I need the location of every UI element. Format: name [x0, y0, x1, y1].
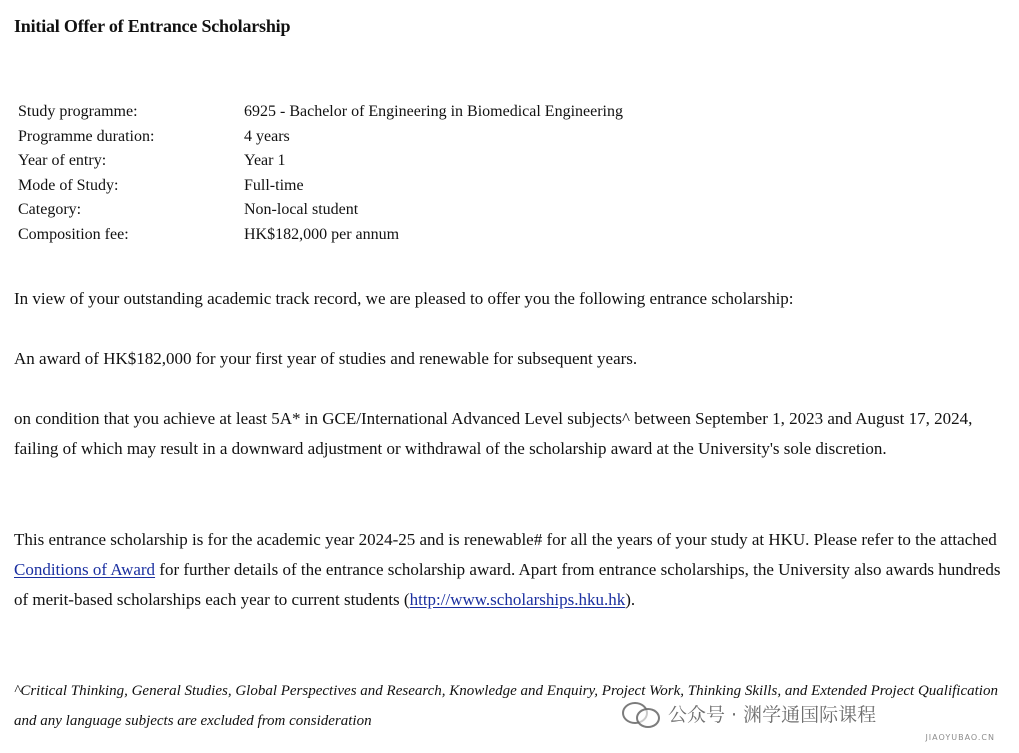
renewal-paragraph [14, 525, 1004, 615]
footnote: ^Critical Thinking, General Studies, Global Perspectives and Research, Knowledge and Enquiry, Project Work, Thinking Skills, and Extended Project Qualification and any language subjects are excluded from consideration [14, 683, 998, 729]
detail-value: 4 years [244, 127, 290, 145]
detail-label: Mode of Study: [18, 176, 119, 194]
watermark-text: 公众号 · 渊学通国际课程 [668, 703, 877, 726]
detail-row-duration [18, 125, 623, 150]
intro-paragraph: In view of your outstanding academic track record, we are pleased to offer you the following entrance scholarship: [14, 289, 794, 308]
detail-label: Programme duration: [18, 127, 155, 145]
detail-value: HK$182,000 per annum [244, 225, 400, 243]
detail-row-category [18, 198, 623, 223]
condition-paragraph: on condition that you achieve at least 5A* in GCE/International Advanced Level subjects^ between September 1, 2023 and August 17, 2024, failing of which may result in a downward adjustment or withdrawal of the scholarship award at the University's sole discretion. [14, 409, 973, 458]
detail-value: Full-time [244, 176, 304, 194]
detail-row-composition-fee [18, 223, 623, 248]
renewal-text-part1: This entrance scholarship is for the academic year 2024-25 and is renewable# for all the years of your study at HKU. Please refer to the attached [14, 530, 997, 549]
detail-label: Category: [18, 201, 82, 219]
detail-label: Year of entry: [18, 152, 107, 170]
renewal-text-part3: ). [625, 590, 636, 609]
detail-row-year-of-entry [18, 149, 623, 174]
document-title: Initial Offer of Entrance Scholarship [14, 16, 291, 36]
detail-label: Study programme: [18, 103, 138, 120]
watermark [622, 696, 876, 730]
detail-value: 6925 - Bachelor of Engineering in Biomedical Engineering [244, 103, 623, 120]
conditions-of-award-link[interactable]: Conditions of Award [14, 560, 156, 579]
programme-details [18, 100, 623, 248]
scholarships-url-link[interactable]: http://www.scholarships.hku.hk [409, 590, 626, 609]
detail-row-programme [18, 100, 623, 125]
detail-value: Year 1 [244, 152, 286, 170]
renewal-text-part2: for further details of the entrance scholarship award. Apart from entrance scholarships, the University also awards hundreds of merit-based scholarships each year to current students ( [14, 560, 1001, 609]
award-paragraph: An award of HK$182,000 for your first year of studies and renewable for subsequent years. [14, 349, 638, 368]
detail-value: Non-local student [244, 201, 359, 219]
detail-label: Composition fee: [18, 225, 129, 243]
wechat-icon [622, 700, 662, 726]
watermark-subtext: JIAOYUBAO.CN [925, 733, 995, 742]
detail-row-mode-of-study [18, 174, 623, 199]
